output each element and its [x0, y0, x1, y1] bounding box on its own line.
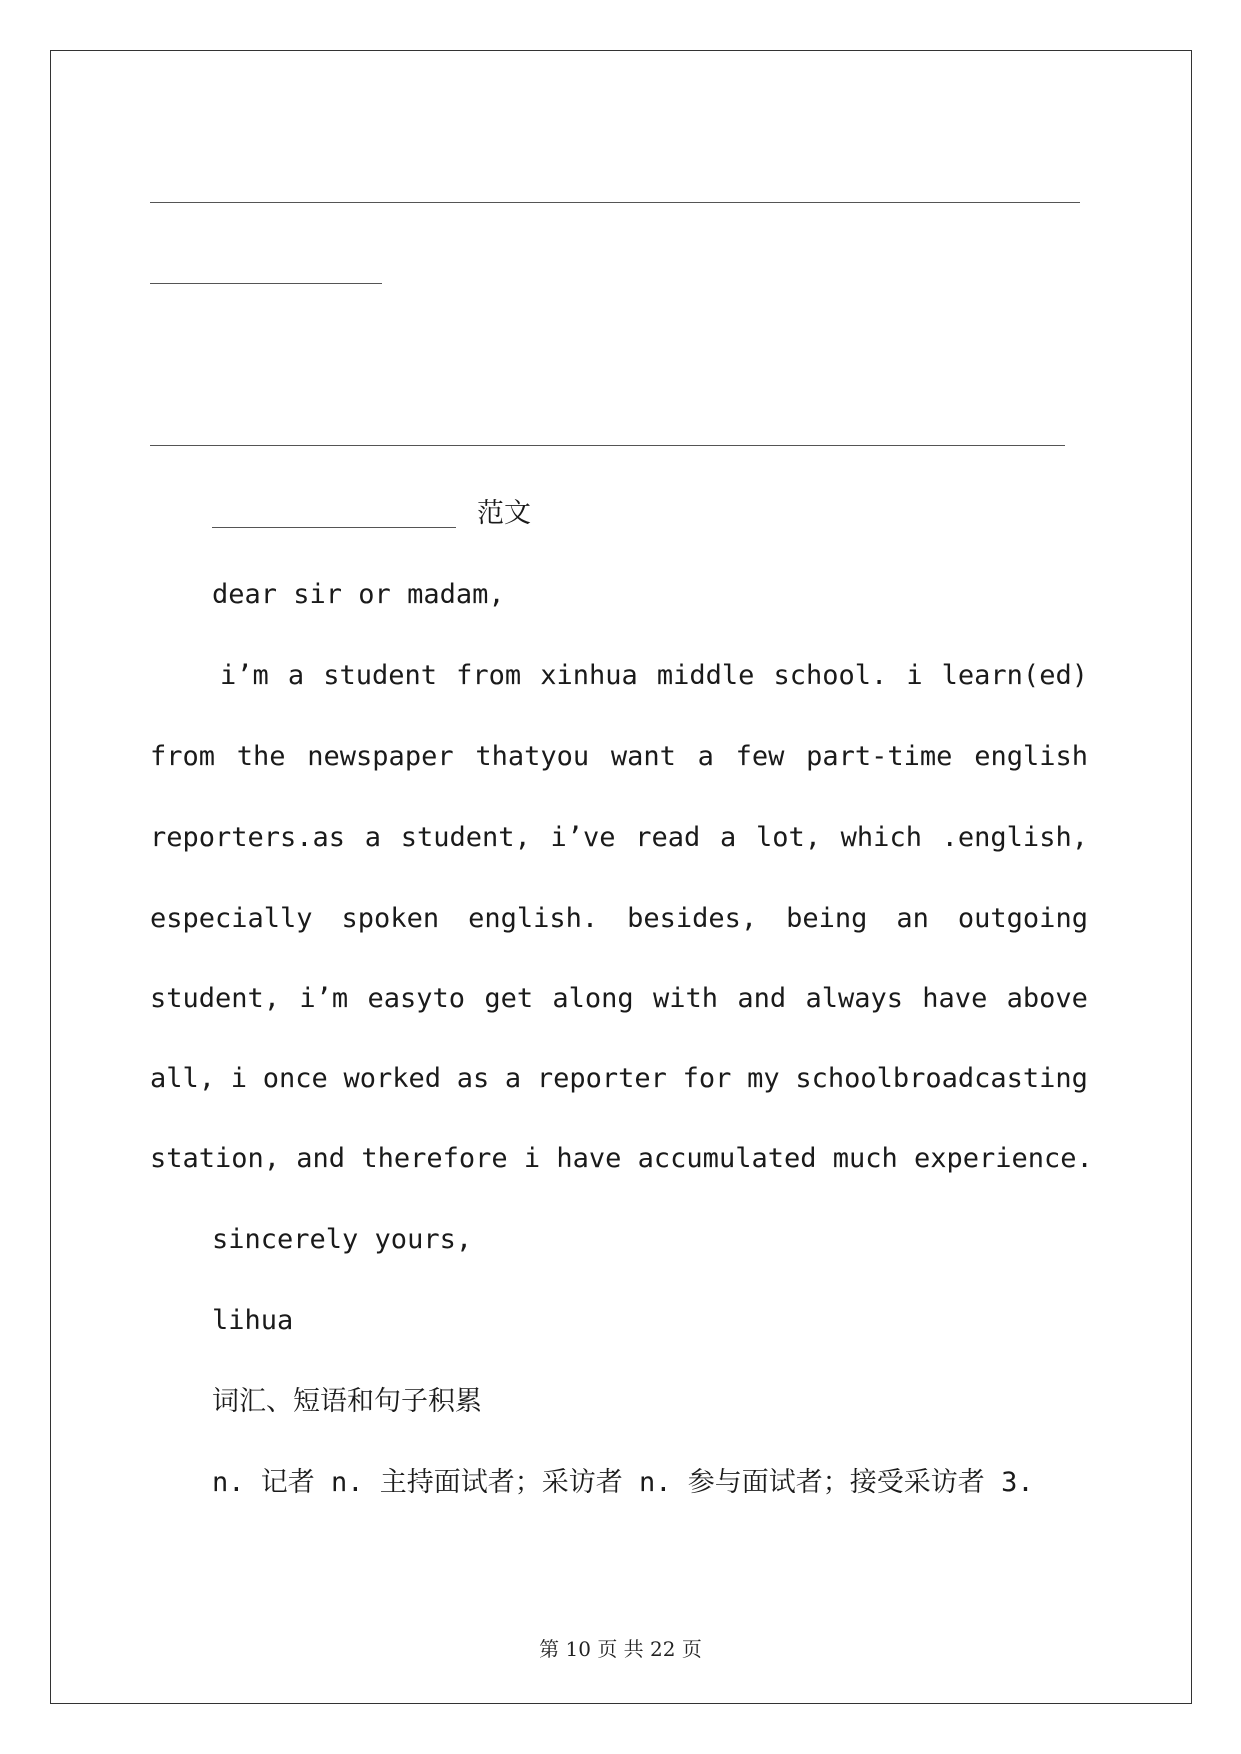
body-word: xinhua	[540, 660, 638, 691]
body-word: i	[230, 1063, 247, 1094]
letter-body-line	[150, 902, 1088, 936]
body-word: learn(ed)	[941, 660, 1088, 691]
blank-line-4	[212, 527, 456, 528]
body-word: thatyou	[475, 741, 590, 772]
letter-body-line	[150, 821, 1088, 855]
letter-signature: lihua	[212, 1305, 294, 1336]
body-word: being	[786, 903, 868, 934]
body-word: once	[262, 1063, 328, 1094]
body-word: easyto	[367, 983, 465, 1014]
body-word: with	[653, 983, 719, 1014]
body-word: schoolbroadcasting	[795, 1063, 1088, 1094]
body-word: .english,	[941, 822, 1088, 853]
body-word: i’m	[299, 983, 349, 1014]
letter-body-line	[220, 659, 1088, 693]
body-word: english.	[468, 903, 599, 934]
heading-fanwen: 范文	[477, 498, 531, 529]
body-word: part-time	[806, 741, 953, 772]
body-word: reporters.as	[150, 822, 346, 853]
letter-body-line	[150, 740, 1088, 774]
body-word: along	[552, 983, 634, 1014]
body-word: and	[737, 983, 787, 1014]
body-word: student,	[150, 983, 281, 1014]
body-word: a	[697, 741, 714, 772]
body-word: get	[484, 983, 534, 1014]
body-word: from	[150, 741, 216, 772]
blank-line-1	[150, 202, 1080, 203]
body-word: reporter	[536, 1063, 667, 1094]
body-word: all,	[150, 1063, 216, 1094]
body-word: from	[456, 660, 522, 691]
body-word: a	[287, 660, 305, 691]
body-word: english	[974, 741, 1088, 772]
body-word: i	[906, 660, 923, 691]
body-word: my	[747, 1063, 780, 1094]
body-word: i’ve	[550, 822, 616, 853]
letter-body-line	[150, 1062, 1088, 1096]
body-word: besides,	[627, 903, 758, 934]
body-word: school.	[773, 660, 888, 691]
body-word: a	[719, 822, 737, 853]
body-word: student,	[400, 822, 531, 853]
body-word: worked	[343, 1063, 441, 1094]
letter-greeting: dear sir or madam,	[212, 579, 505, 610]
body-word: a	[364, 822, 382, 853]
blank-line-2	[150, 283, 382, 284]
body-word: which	[840, 822, 922, 853]
body-word: lot,	[755, 822, 821, 853]
body-word: read	[635, 822, 701, 853]
letter-body-line	[150, 982, 1088, 1016]
page-footer: 第 10 页 共 22 页	[539, 1637, 702, 1661]
body-word: middle	[656, 660, 755, 691]
body-word: especially	[150, 903, 313, 934]
body-word: want	[610, 741, 676, 772]
body-word: the	[236, 741, 286, 772]
body-word: above	[1006, 983, 1088, 1014]
body-word: a	[504, 1063, 522, 1094]
vocab-heading: 词汇、短语和句子积累	[212, 1386, 482, 1417]
vocab-line: n. 记者 n. 主持面试者；采访者 n. 参与面试者；接受采访者 3.	[212, 1467, 1034, 1498]
blank-line-3	[150, 445, 1065, 446]
body-word: i’m	[220, 660, 269, 691]
body-word: as	[456, 1063, 490, 1094]
body-word: spoken	[341, 903, 440, 934]
letter-closing: sincerely yours,	[212, 1224, 473, 1255]
body-word: have	[922, 983, 988, 1014]
body-word: few	[735, 741, 785, 772]
page-border	[50, 50, 1192, 1704]
body-word: for	[682, 1063, 732, 1094]
body-word: an	[896, 903, 929, 934]
body-word: student	[323, 660, 437, 691]
body-word: newspaper	[307, 741, 454, 772]
body-word: always	[805, 983, 903, 1014]
body-word: outgoing	[957, 903, 1088, 934]
letter-body-last-line: station, and therefore i have accumulated much experience.	[150, 1143, 1093, 1174]
